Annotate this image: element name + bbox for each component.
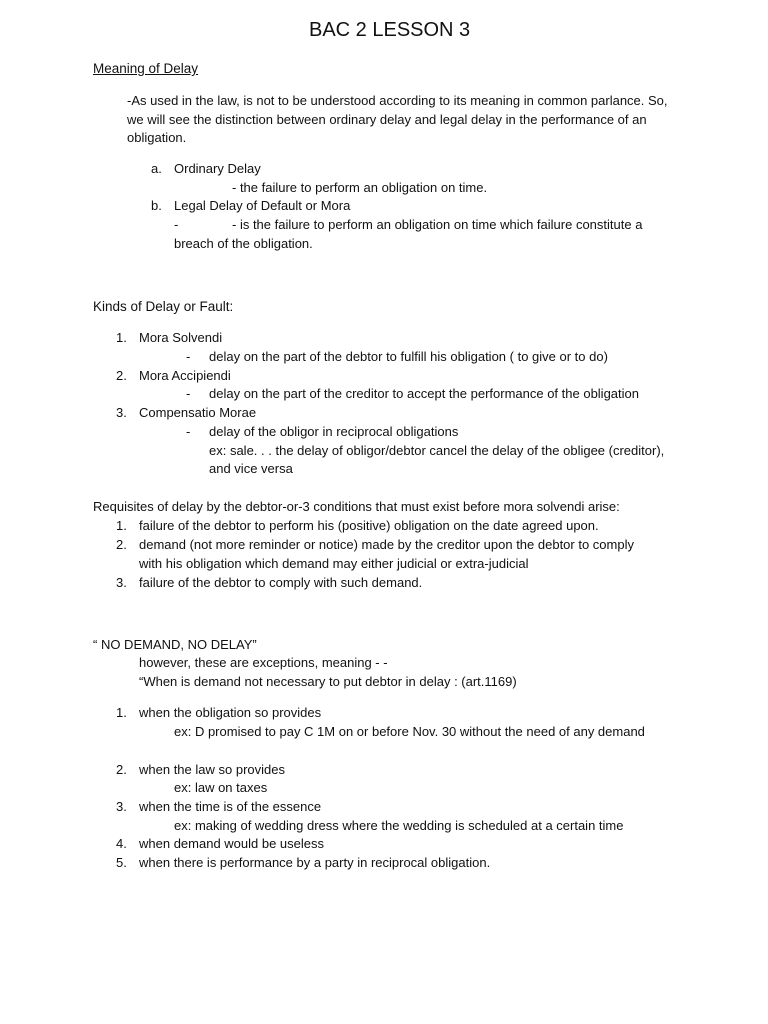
list-marker: 4. xyxy=(116,836,127,851)
list-item-detail: breach of the obligation. xyxy=(174,236,313,251)
list-item-label: when the law so provides xyxy=(139,762,285,777)
list-marker: a. xyxy=(151,161,162,176)
list-marker: 2. xyxy=(116,762,127,777)
list-item-detail: and vice versa xyxy=(209,461,293,476)
list-marker: 1. xyxy=(116,330,127,345)
intro-line: we will see the distinction between ordinary delay and legal delay in the performance of an xyxy=(127,112,647,127)
list-item-example: ex: making of wedding dress where the wedding is scheduled at a certain time xyxy=(174,818,624,833)
list-item-label: with his obligation which demand may either judicial or extra-judicial xyxy=(139,556,529,571)
list-item-example: ex: D promised to pay C 1M on or before Nov. 30 without the need of any demand xyxy=(174,724,645,739)
list-item-label: Ordinary Delay xyxy=(174,161,261,176)
list-marker: b. xyxy=(151,198,162,213)
list-marker: 1. xyxy=(116,705,127,720)
list-item-label: failure of the debtor to perform his (positive) obligation on the date agreed upon. xyxy=(139,518,599,533)
list-item-detail: delay of the obligor in reciprocal obligations xyxy=(209,424,459,439)
list-marker: 2. xyxy=(116,537,127,552)
list-marker: 3. xyxy=(116,405,127,420)
section-subtext: “When is demand not necessary to put debtor in delay : (art.1169) xyxy=(139,674,517,689)
list-item-detail: ex: sale. . . the delay of obligor/debtor cancel the delay of the obligee (creditor), xyxy=(209,443,665,458)
page-title: BAC 2 LESSON 3 xyxy=(309,19,471,41)
list-item-label: when the time is of the essence xyxy=(139,799,322,814)
list-marker: 3. xyxy=(116,575,127,590)
section-heading-kinds: Kinds of Delay or Fault: xyxy=(93,299,234,314)
list-item-label: when there is performance by a party in reciprocal obligation. xyxy=(139,855,491,870)
list-item-label: Mora Solvendi xyxy=(139,330,223,345)
list-item-label: failure of the debtor to comply with such demand. xyxy=(139,575,423,590)
list-item-detail: - the failure to perform an obligation on time. xyxy=(232,180,488,195)
section-heading-requisites: Requisites of delay by the debtor-or-3 conditions that must exist before mora solvendi arise: xyxy=(93,499,620,514)
list-dash: - xyxy=(186,386,191,401)
intro-line: obligation. xyxy=(127,130,187,145)
list-item-label: when demand would be useless xyxy=(139,836,325,851)
section-heading-meaning: Meaning of Delay xyxy=(93,61,199,76)
list-item-label: Mora Accipiendi xyxy=(139,368,231,383)
intro-line: -As used in the law, is not to be understood according to its meaning in common parlance. So, xyxy=(127,93,668,108)
list-item-label: demand (not more reminder or notice) made by the creditor upon the debtor to comply xyxy=(139,537,634,552)
list-item-label: Compensatio Morae xyxy=(139,405,257,420)
list-item-label: when the obligation so provides xyxy=(139,705,322,720)
list-dash: - xyxy=(174,217,179,232)
list-marker: 1. xyxy=(116,518,127,533)
list-item-detail: delay on the part of the creditor to accept the performance of the obligation xyxy=(209,386,639,401)
list-marker: 5. xyxy=(116,855,127,870)
section-subtext: however, these are exceptions, meaning - - xyxy=(139,655,388,670)
list-dash: - xyxy=(186,349,191,364)
list-marker: 3. xyxy=(116,799,127,814)
section-heading-no-demand: “ NO DEMAND, NO DELAY” xyxy=(93,637,257,652)
list-dash: - xyxy=(186,424,191,439)
list-marker: 2. xyxy=(116,368,127,383)
list-item-label: Legal Delay of Default or Mora xyxy=(174,198,351,213)
list-item-detail: delay on the part of the debtor to fulfill his obligation ( to give or to do) xyxy=(209,349,608,364)
list-item-example: ex: law on taxes xyxy=(174,780,268,795)
list-item-detail: - is the failure to perform an obligation on time which failure constitute a xyxy=(232,217,643,232)
